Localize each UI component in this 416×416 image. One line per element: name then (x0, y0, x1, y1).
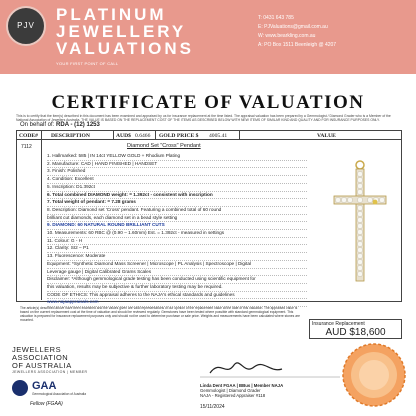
certificate-date: 15/11/2024 (200, 404, 225, 410)
col-gold-value: 4005.41 (209, 132, 228, 139)
item-title: Diamond Set "Cross" Pendant (127, 143, 201, 149)
on-behalf-value: RDA - (12) 1253 (56, 122, 100, 128)
contact-email: E: PJValuations@gmail.com.au (258, 24, 328, 30)
brand-line-2: JEWELLERY (56, 22, 187, 41)
item-list (47, 153, 307, 307)
list-item: Disclaimer: *Although gemmological grade testing has been conducted using scientific equipment for (47, 276, 307, 284)
list-item: Equipment: *Synthetic Diamond Mass Screener | Microscope | PL Analysis | Spectroscope | Digital (47, 261, 307, 269)
list-item: 2. Manufacture: CAD | HAND FINISHED | HANDSET (47, 161, 307, 169)
contact-address: A: PO Box 1511 Beenleigh @ 4207 (258, 42, 337, 48)
item-code: 7112 (21, 144, 32, 150)
list-item: 5. Inscription: D1.392ct (47, 184, 307, 192)
fellow-label: Fellow (FGAA) (30, 401, 63, 407)
price-label: Insurance Replacement (312, 321, 365, 327)
list-item: brilliant cut diamonds, each diamond set in a bead style setting (47, 215, 307, 223)
on-behalf (20, 122, 100, 128)
certificate-disclaimer: This is to certify that the item(s) described in this document has been examined and appraised by us for insurance replacement at the time listed. The appraisal valuation has been prepared by a Gemmologist / Diamond Grader who is a Member of the National Association of Jewellers Australia. THE VALUE IS BASED ON THE REPLACEMENT COST OF THE ITEMS AS DESCRIBED BELOW WITH NEW ITEMS OF SIMILAR KIND AND QUALITY AND FOR INSURANCE PURPOSES ONLY. (16, 114, 391, 122)
list-item: 12. Clarity: SI2 – P1 (47, 245, 307, 253)
brand-line-3: VALUATIONS (56, 39, 194, 58)
col-code: CODE# (19, 132, 38, 139)
brand-name (56, 6, 194, 57)
list-item: 11. Colour: G - H (47, 238, 307, 246)
logo-text: PJV (17, 21, 35, 30)
tagline: YOUR FIRST POINT OF CALL (56, 61, 119, 66)
signer-role-2: NAJA - Registered Appraiser #118 (200, 393, 266, 399)
list-item: 10. Measurements: 60 RBC @ (0.90 – 1.60mm) Est. = 1.392ct - measured in settings (47, 230, 307, 238)
contact-web: W: www.bearkling.com.au (258, 33, 316, 39)
jaa-member: JEWELLERS ASSOCIATION | MEMBER (12, 370, 88, 374)
list-item: this valuation, results may be subjective & further laboratory testing may be required. (47, 284, 307, 292)
col-value: VALUE (317, 132, 336, 139)
col-aud-value: 0.6466 (135, 132, 151, 139)
gaa-logo-text: GAA (32, 380, 57, 392)
gaa-logo-icon (12, 380, 28, 396)
price-box (309, 319, 402, 339)
cross-pendant-image (332, 160, 388, 286)
list-item: Leverage gauge | Digital Calibrated Grams Scales (47, 269, 307, 277)
jaa-line-3: OF AUSTRALIA (12, 361, 72, 370)
contact-info (258, 14, 408, 50)
contact-phone: T: 0431 643 785 (258, 15, 294, 21)
signer-block (200, 383, 283, 399)
col-aud: AUD$ (116, 132, 131, 139)
jaa-line-2: ASSOCIATION (12, 353, 69, 362)
list-item: 1. Hallmarked: 585 | IN 14ct YELLOW GOLD + Rhodium Plating (47, 153, 307, 161)
seal-icon (341, 342, 407, 408)
footer-note: The article(s) described above have been examined and the values given are valid representations of our opinion of the replacement value at the date of this valuation. The appraised value is based on the current replacement cost at the time of valuation and should be reviewed regularly. Gemstones have been tested where possible with standard gemmological equipment. This valuation is prepared for insurance replacement purposes only and should not be used to determine purchase or sale price. Weights and measurements have been calculated where stones are mounted. (20, 306, 300, 322)
certificate-title: CERTIFICATE OF VALUATION (51, 92, 365, 113)
col-gold: GOLD PRICE $ (159, 132, 199, 139)
jaa-logo (12, 346, 72, 370)
list-item: 4. Condition: Excellent (47, 176, 307, 184)
list-item: 8. Description: Diamond set 'Cross' pendant. Featuring a combined total of 60 round (47, 207, 307, 215)
list-item: 3. Finish: Polished (47, 168, 307, 176)
signer-role-1: Gemmologist | Diamond Grader (200, 388, 261, 394)
list-item: www.najaappraisals.com (47, 299, 307, 307)
table-header (16, 130, 402, 140)
signer-name: Linda Dent FGAA | BBus | Member NAJA (200, 383, 284, 388)
price-value: AUD $18,600 (325, 327, 386, 338)
gaa-subtitle: Gemmological Association of Australia (32, 392, 87, 396)
list-item: 7. Total weight of pendant: = 7.28 grams (47, 199, 307, 207)
jaa-line-1: JEWELLERS (12, 345, 62, 354)
brand-line-1: PLATINUM (56, 5, 167, 24)
header-banner (0, 0, 416, 74)
list-item: 13. Fluorescence: Moderate (47, 253, 307, 261)
col-description: DESCRIPTION (51, 132, 90, 139)
on-behalf-label: On behalf of: (20, 122, 55, 128)
list-item: 6. Total combined DIAMOND weight: = 1.392ct - consistent with inscription (47, 192, 307, 200)
list-item: CODE OF ETHICS: This appraisal adheres to the NAJA's ethical standards and guidelines (47, 292, 307, 300)
list-item: 9. DIAMOND: 60 NATURAL ROUND BRILLIANT CUTS (47, 222, 307, 230)
